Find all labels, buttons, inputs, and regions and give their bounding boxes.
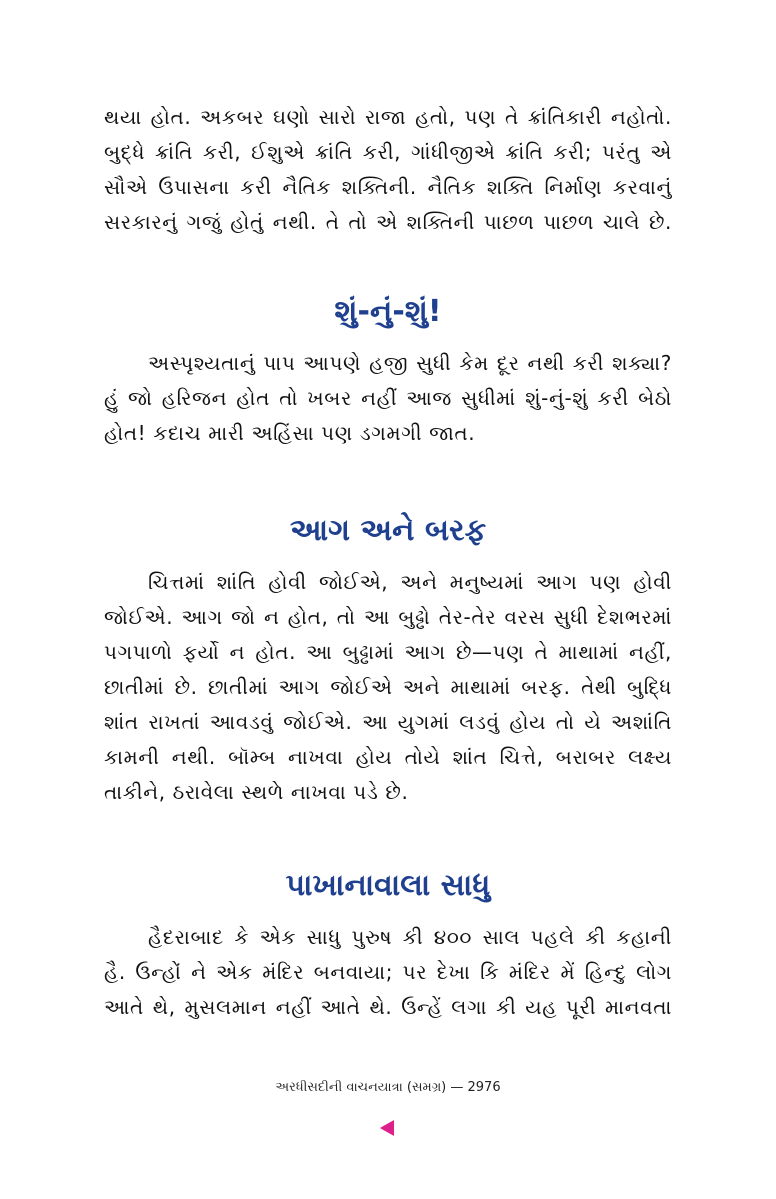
text-line: સૌએ ઉપાસના કરી નૈતિક શક્તિની. નૈતિક શક્તિ નિર્માણ કરવાનું: [104, 175, 672, 199]
section-title-pakhanavala-sadhu: પાખાનાવાલા સાધુ: [285, 868, 491, 903]
text-line: સરકારનું ગજું હોતું નથી. તે તો એ શક્તિની પાછળ પાછળ ચાલે છે.: [104, 210, 672, 234]
section-paragraph: [104, 920, 672, 1025]
text-line: જોઈએ. આગ જો ન હોત, તો આ બુઢ્ઢો તેર-તેર વરસ સુધી દેશભરમાં: [104, 605, 672, 629]
text-line: બુદ્ધે ક્રાંતિ કરી, ઈશુએ ક્રાંતિ કરી, ગાંધીજીએ ક્રાંતિ કરી; પરંતુ એ: [104, 140, 672, 164]
text-line: હૈદરાબાદ કે એક સાધુ પુરુષ કી ૪૦૦ સાલ પહલે કી કહાની: [148, 925, 672, 949]
text-line: છાતીમાં છે. છાતીમાં આગ જોઈએ અને માથામાં બરફ. તેથી બુદ્ધિ: [104, 675, 672, 699]
section-title-aag-ane-baraf: આગ અને બરફ: [290, 513, 486, 548]
text-line: આતે થે, મુસલમાન નહીં આતે થે. ઉન્હેં લગા કી યહ પૂરી માનવતા: [104, 995, 672, 1019]
text-line: પગપાળો ફર્યો ન હોત. આ બુઢ્ઢામાં આગ છે—પણ તે માથામાં નહીં,: [104, 640, 672, 664]
text-line: અસ્પૃશ્યતાનું પાપ આપણે હજી સુધી કેમ દૂર નથી કરી શક્યા?: [148, 351, 672, 375]
text-line: શાંત રાખતાં આવડવું જોઈએ. આ યુગમાં લડવું હોય તો યે અશાંતિ: [104, 710, 672, 734]
text-line: તાકીને, ઠરાવેલા સ્થળે નાખવા પડે છે.: [104, 780, 409, 804]
section-paragraph: [104, 346, 672, 451]
previous-page-arrow-icon[interactable]: [380, 1120, 394, 1136]
intro-paragraph: [104, 100, 672, 240]
section-paragraph: [104, 565, 672, 810]
page-footer: અરધીસદીની વાચનયાત્રા (સમગ્ર) — 2976: [275, 1080, 501, 1095]
page-content: [104, 100, 672, 1025]
text-line: કામની નથી. બૉમ્બ નાખવા હોય તોયે શાંત ચિત્તે, બરાબર લક્ષ્ય: [104, 745, 672, 769]
text-line: થયા હોત. અકબર ઘણો સારો રાજા હતો, પણ તે ક્રાંતિકારી નહોતો.: [104, 105, 672, 129]
text-line: હું જો હરિજન હોત તો ખબર નહીં આજ સુધીમાં શું-નું-શું કરી બેઠો: [104, 386, 672, 410]
section-title-shu-nu-shu: શું-નું-શું!: [334, 294, 442, 329]
text-line: હોત! કદાચ મારી અહિંસા પણ ડગમગી જાત.: [104, 421, 476, 445]
text-line: હૈ. ઉન્હોં ને એક મંદિર બનવાયા; પર દેખા કિ મંદિર મેં હિન્દુ લોગ: [104, 960, 672, 984]
text-line: ચિત્તમાં શાંતિ હોવી જોઈએ, અને મનુષ્યમાં આગ પણ હોવી: [148, 570, 672, 594]
